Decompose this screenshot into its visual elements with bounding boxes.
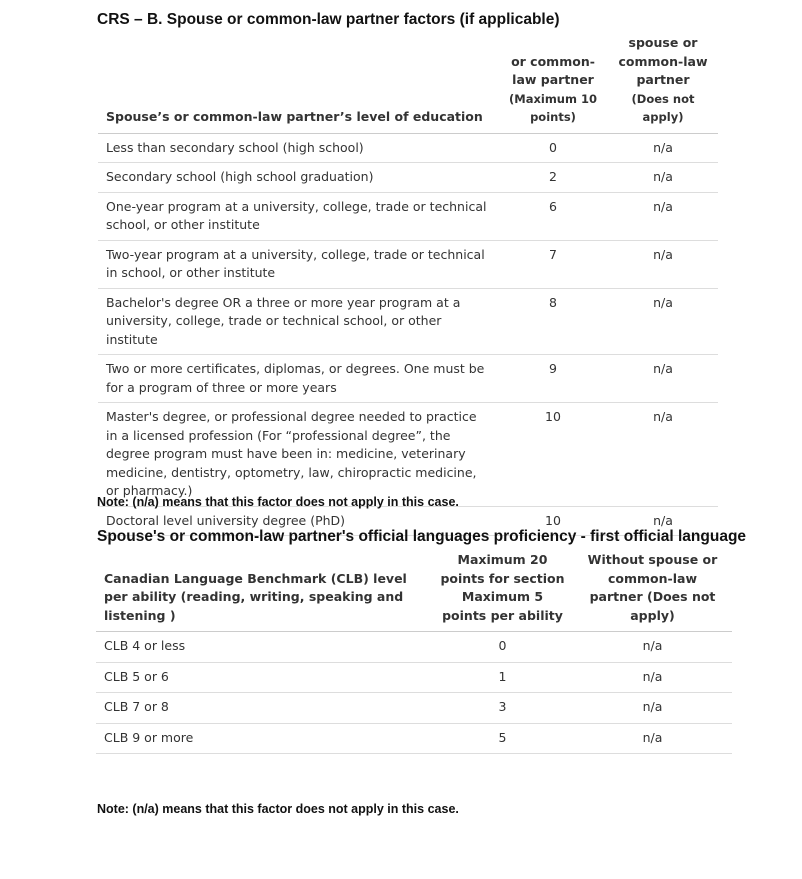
row-not-applicable: n/a (573, 693, 732, 724)
row-not-applicable: n/a (573, 632, 732, 663)
section2-title: Spouse's or common-law partner's official languages proficiency - first official language (97, 528, 747, 545)
header-max-points: Maximum 20 points for section Maximum 5 points per ability (432, 551, 573, 632)
header-with-spouse (498, 34, 608, 133)
row-label: One-year program at a university, college, trade or technical school, or other institute (98, 192, 498, 240)
table-row (96, 662, 732, 693)
row-points: 2 (498, 163, 608, 193)
header-with-spouse-max: (Maximum 10 points) (509, 91, 597, 124)
row-points: 3 (432, 693, 573, 724)
table-row (98, 355, 718, 403)
row-not-applicable: n/a (608, 133, 718, 163)
table-row (98, 192, 718, 240)
header-without-spouse-label: spouse or common-law partner (618, 35, 708, 87)
table-header-row (98, 34, 718, 133)
row-label: Two-year program at a university, college, trade or technical in school, or other institute (98, 240, 498, 288)
row-label: CLB 4 or less (96, 632, 432, 663)
row-label: CLB 9 or more (96, 723, 432, 754)
table-row (96, 723, 732, 754)
row-label: Bachelor's degree OR a three or more year program at a university, college, trade or technical school, or other institute (98, 288, 498, 355)
row-not-applicable: n/a (573, 723, 732, 754)
row-not-applicable: n/a (608, 163, 718, 193)
row-points: 10 (498, 403, 608, 507)
row-label: Doctoral level university degree (PhD) (98, 506, 498, 536)
row-points: 7 (498, 240, 608, 288)
table-row (98, 288, 718, 355)
header-without-spouse-note: (Does not apply) (631, 91, 695, 124)
row-points: 0 (498, 133, 608, 163)
row-label: Master's degree, or professional degree needed to practice in a licensed profession (For “professional degree”, the degree program must have been in: medicine, veterinary medicine, dentistry, optometry, law, chiropractic medicine, or pharmacy.) (98, 403, 498, 507)
row-label: Secondary school (high school graduation) (98, 163, 498, 193)
table-row (98, 403, 718, 507)
header-without-spouse (608, 34, 718, 133)
row-label: Less than secondary school (high school) (98, 133, 498, 163)
education-points-table (98, 34, 718, 536)
header-with-spouse-label: or common-law partner (511, 53, 595, 87)
row-points: 6 (498, 192, 608, 240)
header-education-level: Spouse’s or common-law partner’s level of education (98, 34, 498, 133)
row-points: 9 (498, 355, 608, 403)
table-row (96, 693, 732, 724)
row-not-applicable: n/a (608, 403, 718, 507)
row-not-applicable: n/a (608, 506, 718, 536)
row-not-applicable: n/a (608, 192, 718, 240)
section1-title: CRS – B. Spouse or common-law partner factors (if applicable) (97, 11, 560, 28)
table-row (96, 632, 732, 663)
table-header-row (96, 551, 732, 632)
row-not-applicable: n/a (608, 288, 718, 355)
row-label: Two or more certificates, diplomas, or degrees. One must be for a program of three or more years (98, 355, 498, 403)
table-row (98, 240, 718, 288)
row-label: CLB 5 or 6 (96, 662, 432, 693)
language-points-table (96, 551, 732, 754)
row-not-applicable: n/a (573, 662, 732, 693)
row-not-applicable: n/a (608, 355, 718, 403)
header-clb-level: Canadian Language Benchmark (CLB) level per ability (reading, writing, speaking and listening ) (96, 551, 432, 632)
section2-note: Note: (n/a) means that this factor does not apply in this case. (97, 802, 459, 816)
row-not-applicable: n/a (608, 240, 718, 288)
row-label: CLB 7 or 8 (96, 693, 432, 724)
row-points: 8 (498, 288, 608, 355)
table-row (98, 133, 718, 163)
row-points: 5 (432, 723, 573, 754)
row-points: 0 (432, 632, 573, 663)
section1-note: Note: (n/a) means that this factor does not apply in this case. (97, 495, 459, 509)
table-row (98, 163, 718, 193)
header-without-spouse: Without spouse or common-law partner (Does not apply) (573, 551, 732, 632)
row-points: 1 (432, 662, 573, 693)
row-points: 10 (498, 506, 608, 536)
